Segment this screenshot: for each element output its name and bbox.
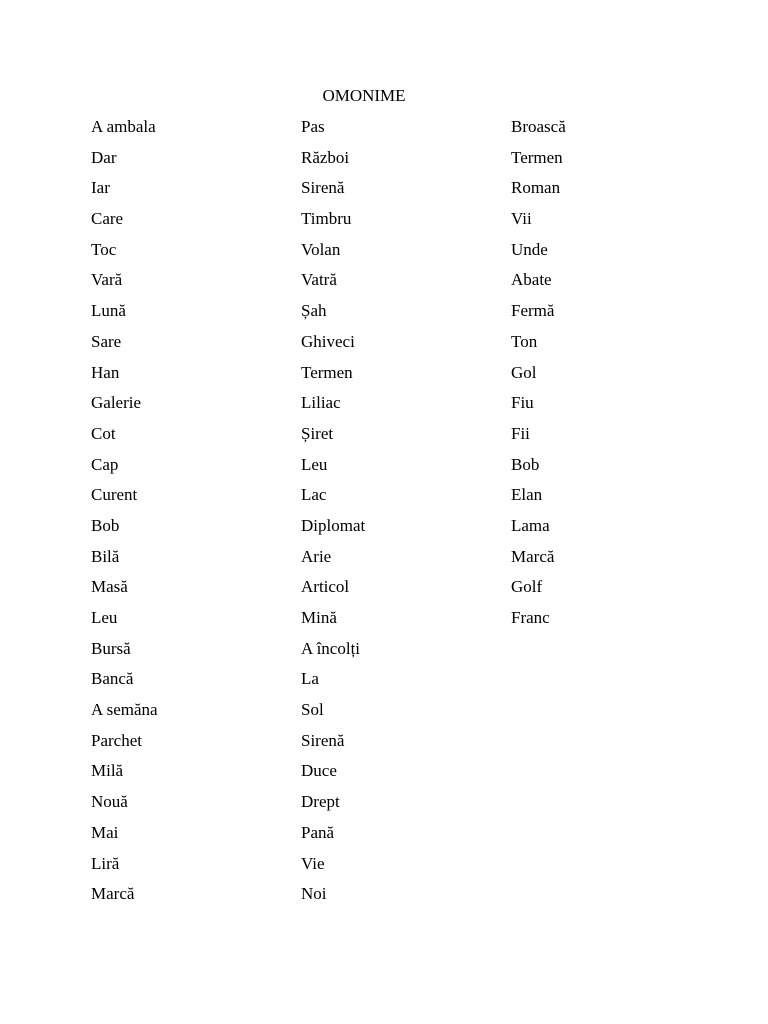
word-item: Sol bbox=[301, 700, 324, 720]
word-item: Articol bbox=[301, 577, 350, 597]
word-item: Bob bbox=[511, 454, 540, 474]
word-item: Vatră bbox=[301, 270, 337, 290]
word-item: A ambala bbox=[91, 117, 156, 136]
word-item: Fermă bbox=[511, 301, 555, 321]
word-column-3 bbox=[511, 116, 566, 638]
word-item: Leu bbox=[301, 454, 328, 474]
word-item: Toc bbox=[91, 239, 117, 259]
word-item: A semăna bbox=[91, 700, 158, 720]
word-item: Franc bbox=[511, 608, 550, 627]
word-item: Marcă bbox=[91, 884, 135, 904]
word-item: Lună bbox=[91, 301, 126, 321]
word-item: Parchet bbox=[91, 730, 142, 750]
word-item: Masă bbox=[91, 577, 128, 597]
word-item: Fiu bbox=[511, 393, 534, 413]
word-item: Golf bbox=[511, 577, 543, 597]
word-item: Vie bbox=[301, 853, 325, 873]
word-item: Han bbox=[91, 362, 120, 382]
word-item: Sirenă bbox=[301, 730, 345, 750]
word-item: Elan bbox=[511, 485, 543, 505]
word-item: Cot bbox=[91, 423, 116, 443]
word-item: Cap bbox=[91, 454, 119, 474]
word-item: Volan bbox=[301, 239, 341, 259]
word-item: Iar bbox=[91, 178, 110, 198]
word-item: Dar bbox=[91, 147, 117, 167]
word-item: Șiret bbox=[301, 423, 334, 443]
word-item: Vară bbox=[91, 270, 123, 290]
word-item: Liră bbox=[91, 853, 120, 873]
word-item: Pană bbox=[301, 822, 335, 842]
word-item: Bancă bbox=[91, 669, 134, 689]
word-column-2 bbox=[301, 116, 365, 914]
word-item: Mai bbox=[91, 822, 119, 842]
word-item: Sirenă bbox=[301, 178, 345, 198]
word-item: Lama bbox=[511, 515, 550, 535]
word-item: Noi bbox=[301, 884, 327, 904]
word-item: Abate bbox=[511, 270, 552, 290]
word-item: Război bbox=[301, 147, 350, 167]
word-item: Arie bbox=[301, 546, 332, 566]
word-item: Mină bbox=[301, 608, 337, 627]
word-item: Ton bbox=[511, 331, 538, 351]
word-item: Nouă bbox=[91, 792, 128, 812]
word-item: La bbox=[301, 669, 319, 689]
word-column-1 bbox=[91, 116, 158, 914]
word-item: Ghiveci bbox=[301, 331, 355, 351]
word-item: Milă bbox=[91, 761, 124, 781]
word-item: Galerie bbox=[91, 393, 142, 413]
word-item: Vii bbox=[511, 209, 532, 229]
word-item: Liliac bbox=[301, 393, 341, 413]
word-item: Bilă bbox=[91, 546, 120, 566]
word-item: Care bbox=[91, 209, 124, 229]
word-item: Timbru bbox=[301, 209, 352, 229]
word-item: Broască bbox=[511, 117, 566, 136]
word-item: Lac bbox=[301, 485, 327, 505]
word-item: Sare bbox=[91, 331, 122, 351]
page-title: OMONIME bbox=[322, 86, 406, 105]
word-item: Fii bbox=[511, 423, 530, 443]
word-item: Termen bbox=[511, 147, 563, 167]
word-item: Marcă bbox=[511, 546, 555, 566]
word-item: Termen bbox=[301, 362, 353, 382]
word-item: Șah bbox=[301, 301, 327, 321]
word-item: Bursă bbox=[91, 638, 131, 658]
word-item: Curent bbox=[91, 485, 138, 505]
word-item: Leu bbox=[91, 608, 118, 627]
word-item: Duce bbox=[301, 761, 337, 781]
word-item: A încolți bbox=[301, 638, 361, 658]
word-item: Drept bbox=[301, 792, 340, 812]
word-item: Gol bbox=[511, 362, 537, 382]
word-item: Diplomat bbox=[301, 515, 366, 535]
word-item: Pas bbox=[301, 117, 325, 136]
word-item: Roman bbox=[511, 178, 561, 198]
word-item: Bob bbox=[91, 515, 120, 535]
word-item: Unde bbox=[511, 239, 548, 259]
